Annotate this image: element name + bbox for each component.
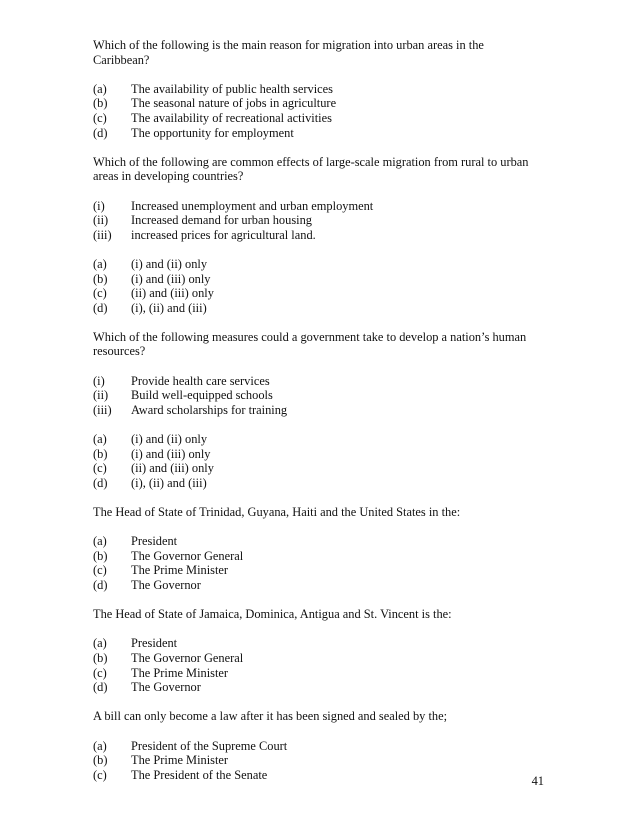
statement-text: Build well-equipped schools xyxy=(131,388,273,403)
statement-item xyxy=(93,403,543,418)
question-6 xyxy=(93,709,543,782)
option-label: (c) xyxy=(93,286,107,301)
answer-option xyxy=(93,739,543,754)
option-text: The opportunity for employment xyxy=(131,125,294,140)
option-text: President of the Supreme Court xyxy=(131,738,288,753)
option-text: (i) and (ii) only xyxy=(131,432,208,447)
option-label: (c) xyxy=(93,563,107,578)
answer-option xyxy=(93,578,543,593)
option-text: The President of the Senate xyxy=(131,767,268,782)
statement-text: Award scholarships for training xyxy=(131,402,288,417)
answer-option xyxy=(93,636,543,651)
option-text: President xyxy=(131,636,178,651)
question-1 xyxy=(93,38,543,140)
answer-option xyxy=(93,82,543,97)
answer-option xyxy=(93,301,543,316)
statement-item xyxy=(93,388,543,403)
statement-text: increased prices for agricultural land. xyxy=(131,227,316,242)
option-label: (a) xyxy=(93,256,107,271)
statement-item xyxy=(93,374,543,389)
answer-option xyxy=(93,257,543,272)
statement-item xyxy=(93,199,543,214)
question-2 xyxy=(93,155,543,316)
option-label: (a) xyxy=(93,81,107,96)
option-label: (c) xyxy=(93,665,107,680)
answer-option xyxy=(93,461,543,476)
question-stem: Which of the following measures could a government take to develop a nation’s human resources? xyxy=(93,329,527,359)
option-label: (d) xyxy=(93,680,108,695)
answer-option xyxy=(93,651,543,666)
statement-label: (i) xyxy=(93,373,105,388)
option-text: (ii) and (iii) only xyxy=(131,461,214,476)
answer-option xyxy=(93,286,543,301)
option-label: (d) xyxy=(93,577,108,592)
option-text: (i) and (iii) only xyxy=(131,271,211,286)
option-label: (d) xyxy=(93,300,108,315)
answer-option xyxy=(93,680,543,695)
option-label: (d) xyxy=(93,475,108,490)
question-stem: Which of the following is the main reason for migration into urban areas in the Caribbean? xyxy=(93,38,484,67)
document-page xyxy=(93,38,543,782)
statement-label: (iii) xyxy=(93,402,112,417)
option-text: (i) and (ii) only xyxy=(131,256,208,271)
option-text: The Governor General xyxy=(131,548,244,563)
option-label: (b) xyxy=(93,753,108,768)
answer-option xyxy=(93,432,543,447)
statement-text: Increased demand for urban housing xyxy=(131,213,312,228)
statement-item xyxy=(93,213,543,228)
statement-label: (ii) xyxy=(93,388,109,403)
question-5 xyxy=(93,607,543,695)
question-stem: The Head of State of Trinidad, Guyana, Haiti and the United States in the: xyxy=(93,505,461,519)
statement-text: Provide health care services xyxy=(131,373,270,388)
statement-label: (ii) xyxy=(93,213,109,228)
question-stem: Which of the following are common effects of large-scale migration from rural to urban areas in developing countries? xyxy=(93,154,529,184)
option-text: The Prime Minister xyxy=(131,563,229,578)
option-label: (b) xyxy=(93,271,108,286)
option-label: (c) xyxy=(93,767,107,782)
option-label: (c) xyxy=(93,461,107,476)
option-text: President xyxy=(131,534,178,549)
answer-option xyxy=(93,96,543,111)
option-label: (a) xyxy=(93,534,107,549)
option-text: The Governor xyxy=(131,577,201,592)
option-text: The seasonal nature of jobs in agriculture xyxy=(131,96,337,111)
question-stem: A bill can only become a law after it has been signed and sealed by the; xyxy=(93,709,448,724)
option-text: (i), (ii) and (iii) xyxy=(131,300,207,315)
statement-item xyxy=(93,228,543,243)
answer-option xyxy=(93,447,543,462)
option-label: (a) xyxy=(93,738,107,753)
option-label: (d) xyxy=(93,125,108,140)
answer-option xyxy=(93,768,543,783)
answer-option xyxy=(93,549,543,564)
option-text: The Governor xyxy=(131,680,201,695)
answer-option xyxy=(93,753,543,768)
option-label: (b) xyxy=(93,96,108,111)
answer-option xyxy=(93,111,543,126)
option-label: (c) xyxy=(93,110,107,125)
option-text: The availability of public health services xyxy=(131,81,333,96)
option-label: (b) xyxy=(93,548,108,563)
answer-option xyxy=(93,666,543,681)
page-number: 41 xyxy=(531,774,544,788)
answer-option xyxy=(93,126,543,141)
answer-option xyxy=(93,534,543,549)
option-label: (a) xyxy=(93,432,107,447)
option-text: (i) and (iii) only xyxy=(131,446,211,461)
option-text: The Governor General xyxy=(131,650,244,665)
option-text: The Prime Minister xyxy=(131,753,229,768)
option-label: (b) xyxy=(93,650,108,665)
question-4 xyxy=(93,505,543,593)
statement-label: (iii) xyxy=(93,227,112,242)
answer-option xyxy=(93,272,543,287)
option-text: (i), (ii) and (iii) xyxy=(131,475,207,490)
statement-text: Increased unemployment and urban employment xyxy=(131,198,374,213)
answer-option xyxy=(93,476,543,491)
statement-label: (i) xyxy=(93,198,105,213)
option-text: The availability of recreational activities xyxy=(131,110,332,125)
option-text: The Prime Minister xyxy=(131,665,229,680)
option-label: (a) xyxy=(93,636,107,651)
question-stem: The Head of State of Jamaica, Dominica, Antigua and St. Vincent is the: xyxy=(93,607,452,622)
option-text: (ii) and (iii) only xyxy=(131,286,214,301)
answer-option xyxy=(93,563,543,578)
option-label: (b) xyxy=(93,446,108,461)
question-3 xyxy=(93,330,543,491)
